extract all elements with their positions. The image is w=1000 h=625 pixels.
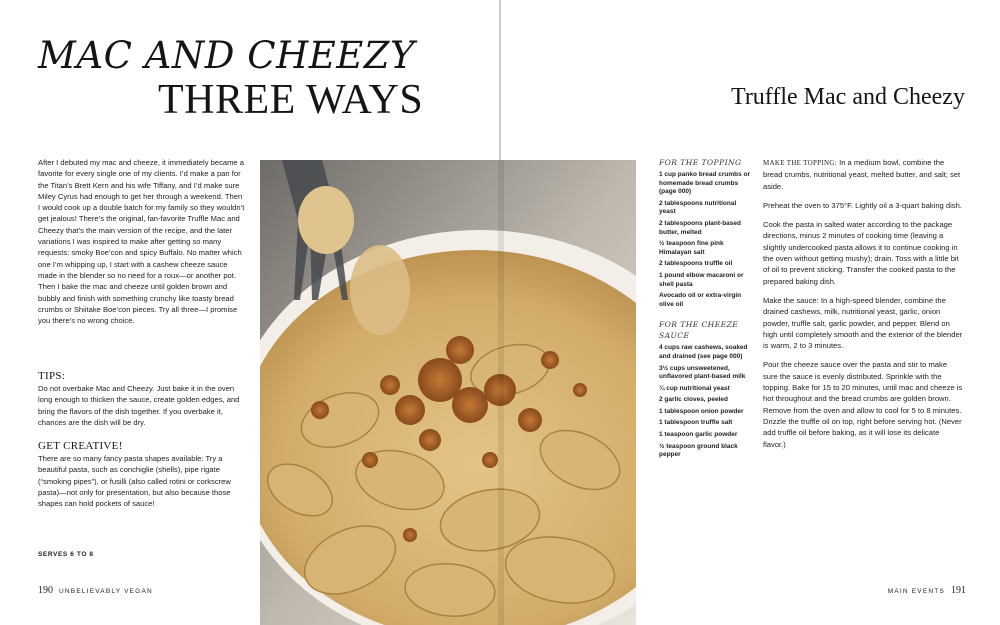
get-creative-body: There are so many fancy pasta shapes available: Try a beautiful pasta, such as conchiglie (shells), pipe rigate (“smoking pipes”), or fusilli (also called rotini or corkscrew pasta)—not only for presentation, but also because those shapes can hold pockets of sauce! xyxy=(38,454,231,509)
title-line-2: THREE WAYS xyxy=(158,77,424,123)
ingredient-item: 1 tablespoon truffle salt xyxy=(659,419,733,427)
intro-paragraph: After I debuted my mac and cheeze, it immediately became a favorite for every single one of my clients. I’d make a pan for the Titan’s Brett Kern and his wife Tiffany, and I’d make sure Miley Cyrus had enough to get her through a weekend. Then I would cook up a double batch for my family so they wouldn’t get jealous! There’s the original, fan-favorite Truffle Mac and Cheezy that’s the main version of the recipe, and the later variations I was inspired to make after getting so many requests: smoky Boe’con and spicy Buffalo. No matter which one I’m whipping up, I start with a cashew cheeze sauce made in the blender so no need for a roux—or another pot. Then I bake the mac and cheeze until golden brown and bubbly and finish with something crunchy like toasty bread crumbs or Shiitake Boe’con pieces. Try all three—I promise you there’s no wrong choice. xyxy=(38,158,245,326)
photo-illustration xyxy=(260,160,636,625)
recipe-title: Truffle Mac and Cheezy xyxy=(731,84,965,110)
ingredient-item: 4 cups raw cashews, soaked and drained (see page 000) xyxy=(659,344,748,360)
method-step: Pour the cheeze sauce over the pasta and stir to make sure the sauce is evenly distributed. Sprinkle with the topping. Bake for 15 to 20 minutes, until mac and cheeze is hot throughout and the bread crumbs are golden brown. Remove from the oven and allow to cool for 5 to 8 minutes. Drizzle the truffle oil on top, right before serving hot. (Never add truffle oil before baking, as it will lose its delicate flavor.) xyxy=(763,360,963,449)
method-step: Make the sauce: In a high-speed blender, combine the drained cashews, milk, nutritional yeast, garlic, onion powder, truffle salt, garlic powder, and pepper. Blend on high until completely smooth and the exterior of the blender is warm, 2 to 3 minutes. xyxy=(763,295,963,351)
method-step: Cook the pasta in salted water according to the package directions, minus 2 minutes of cooking time (leaving a slightly undercooked pasta allows it to continue cooking in the oven without getting mushy); drain. Toss with a little bit of oil to prevent sticking. Transfer the cooked pasta to the prepared baking dish. xyxy=(763,220,959,286)
ingredient-item: 2 tablespoons plant-based butter, melted xyxy=(659,219,741,236)
right-running-head: MAIN EVENTS xyxy=(887,588,945,595)
ingredient-item: 2 garlic cloves, peeled xyxy=(659,396,729,404)
method-step xyxy=(763,157,963,192)
ingredient-item: 2 tablespoons nutritional yeast xyxy=(659,199,737,216)
ingredient-item: 2 tablespoons truffle oil xyxy=(659,260,733,268)
method-step: Preheat the oven to 375°F. Lightly oil a 3-quart baking dish. xyxy=(763,200,962,210)
method-lead: MAKE THE TOPPING: xyxy=(763,159,837,167)
topping-heading: FOR THE TOPPING xyxy=(659,158,742,167)
title-line-1: MAC AND CHEEZY xyxy=(38,34,415,77)
right-folio xyxy=(888,585,966,596)
left-folio xyxy=(38,585,153,596)
ingredient-item: ½ teaspoon ground black pepper xyxy=(659,442,738,459)
ingredient-item: ¼ cup nutritional yeast xyxy=(659,384,730,392)
ingredient-item: Avocado oil or extra-virgin olive oil xyxy=(659,292,742,308)
method-column xyxy=(763,157,963,458)
right-page-number: 191 xyxy=(951,585,966,596)
mac-and-cheese-photo xyxy=(260,160,636,625)
get-creative-heading: GET CREATIVE! xyxy=(38,440,123,452)
ingredient-item: 1 pound elbow macaroni or shell pasta xyxy=(659,271,744,288)
left-running-head: UNBELIEVABLY VEGAN xyxy=(59,588,153,595)
serves-note: SERVES 6 TO 8 xyxy=(38,551,94,558)
method-text: In a medium bowl, combine the bread crumbs, nutritional yeast, melted butter, and salt; set aside. xyxy=(763,158,961,191)
left-page-number: 190 xyxy=(38,585,53,596)
ingredient-item: 3½ cups unsweetened, unflavored plant-based milk xyxy=(659,364,746,381)
ingredient-item: ½ teaspoon fine pink Himalayan salt xyxy=(659,240,724,256)
cheeze-sauce-heading: FOR THE CHEEZE SAUCE xyxy=(659,320,739,341)
ingredients-column xyxy=(659,157,753,460)
tips-body: Do not overbake Mac and Cheezy. Just bake it in the oven long enough to thicken the sauce, create golden edges, and bring the flavors of the dish together. If you overbake it, chances are the dish will be dry. xyxy=(38,384,240,427)
ingredient-item: 1 teaspoon garlic powder xyxy=(659,431,738,439)
ingredient-item: 1 cup panko bread crumbs or homemade bread crumbs (page 000) xyxy=(659,171,751,196)
tips-heading: TIPS: xyxy=(38,370,66,382)
ingredient-item: 1 tablespoon onion powder xyxy=(659,407,744,415)
